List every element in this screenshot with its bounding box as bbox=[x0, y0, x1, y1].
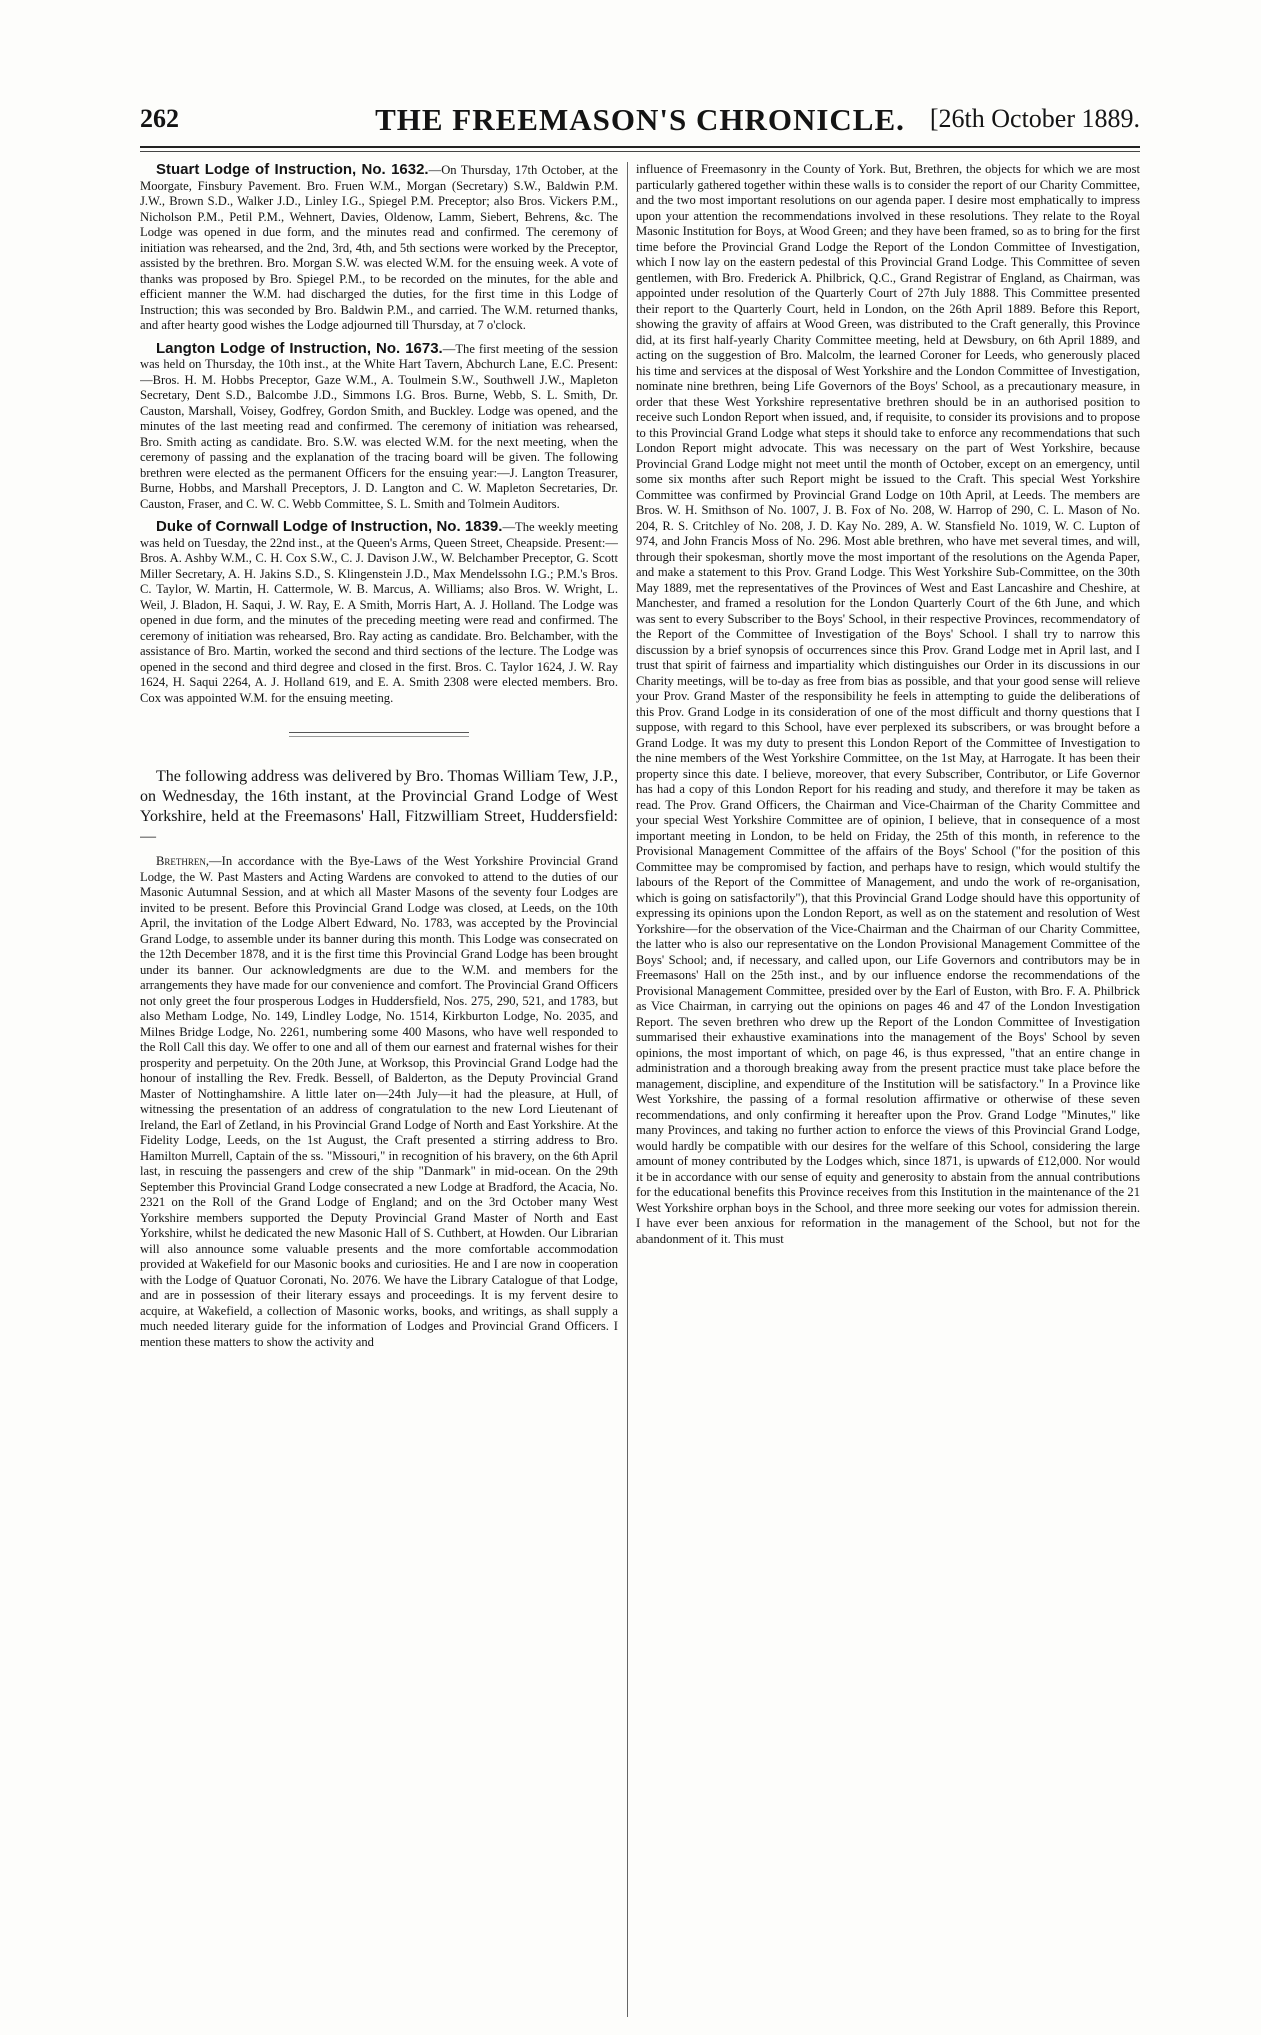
article-body: —On Thursday, 17th October, at the Moorgate, Finsbury Pavement. Bro. Fruen W.M., Morgan (Secretary) S.W., Baldwin P.M. J.W., Brown S.D., Walker J.D., Linley I.G., Spiegel P.M. Preceptor; also Bros. Vickers P.M., Nicholson P.M., Petil P.M., Wehnert, Davies, Oldenow, Lamm, Siebert, Behrens, &c. The Lodge was opened in due form, and the minutes read and confirmed. The ceremony of initiation was rehearsed, and the 2nd, 3rd, 4th, and 5th sections were worked by the Preceptor, assisted by the brethren. Bro. Morgan S.W. was elected W.M. for the ensuing week. A vote of thanks was proposed by Bro. Spiegel P.M., to be recorded on the minutes, for the able and efficient manner the W.M. had discharged the duties, for the first time in this Lodge of Instruction; this was seconded by Bro. Baldwin P.M., and carried. The W.M. returned thanks, and after hearty good wishes the Lodge adjourned till Thursday, at 7 o'clock. bbox=[140, 163, 618, 332]
page-header bbox=[140, 100, 1140, 150]
issue-date: [26th October 1889. bbox=[929, 104, 1140, 133]
right-column bbox=[636, 162, 1140, 2022]
article-langton-lodge bbox=[140, 341, 618, 513]
left-column bbox=[140, 162, 618, 2022]
section-separator bbox=[289, 732, 469, 737]
address-salutation: Brethren, bbox=[156, 854, 210, 868]
header-rule-thin bbox=[140, 151, 1140, 152]
column-divider bbox=[627, 162, 628, 2017]
address-continued: influence of Freemasonry in the County of York. But, Brethren, the objects for which we are most particularly gathered together within these walls is to consider the report of our Charity Committee, and the two most important resolutions on our agenda paper. I desire most emphatically to impress upon your attention the recommendations involved in these resolutions. They relate to the Royal Masonic Institution for Boys, at Wood Green; and they have been framed, so as to bring for the first time before the Provincial Grand Lodge the Report of the London Committee of Investigation, which I now lay on the eastern pedestal of this Provincial Grand Lodge. This Committee of seven gentlemen, with Bro. Frederick A. Philbrick, Q.C., Grand Registrar of England, as Chairman, was appointed under resolution of the Quarterly Court of 27th July 1888. This Committee presented their report to the Quarterly Court, held in London, on the 26th April 1889. Before this Report, showing the gravity of affairs at Wood Green, was distributed to the Craft generally, this Province did, at its first half-yearly Charity Committee meeting, held at Dewsbury, on 6th April 1889, and acting on the suggestion of Bro. Malcolm, the learned Coroner for Leeds, who generously placed his time and services at the disposal of West Yorkshire and the London Committee of Investigation, nominate nine brethren, being Life Governors of the Boys' School, as a precautionary measure, in order that these West Yorkshire representative brethren should be in an authorised position to receive such London Report when issued, and, if requisite, to consider its provisions and to propose to this Provincial Grand Lodge what steps it should take to enforce any recommendations that such London Report might advocate. This was necessary on the part of West Yorkshire, because Provincial Grand Lodge might not meet until the month of October, except on an emergency, until some six months after such Report might be issued to the Craft. This special West Yorkshire Committee was confirmed by Provincial Grand Lodge on 10th April, at Leeds. The members are Bros. W. H. Smithson of No. 1007, J. B. Fox of No. 208, W. Harrop of 290, C. L. Mason of No. 204, R. S. Critchley of No. 208, J. D. Kay No. 289, A. W. Stansfield No. 1019, W. C. Lupton of 974, and John Francis Moss of No. 296. Most able brethren, who have met several times, and will, through their spokesman, shortly move the most important of the resolutions on the Agenda Paper, and make a statement to this Prov. Grand Lodge. This West Yorkshire Sub-Committee, on the 30th May 1889, met the representatives of the Provinces of West and East Lancashire and Cheshire, at Manchester, and framed a resolution for the London Quarterly Court of the 6th June, and which was sent to every Subscriber to the Boys' School, in their respective Provinces, recommendatory of the Report of the Committee of Investigation of the Boys' School. I shall try to narrow this discussion by a brief synopsis of occurrences since this Prov. Grand Lodge met in April last, and I trust that spirit of fairness and impartiality which distinguishes our Order in its discussions in our Charity meetings, will be to-day as free from bias as possible, and that your good sense will relieve your Prov. Grand Master of the responsibility he feels in attempting to guide the deliberations of this Prov. Grand Lodge in its consideration of one of the most difficult and thorny questions that I suppose, with regard to this School, have ever perplexed its subscribers, or was brought before a Grand Lodge. It was my duty to present this London Report of the Committee of Investigation to the nine members of the West Yorkshire Committee, on the 1st May, at Harrogate. It has been their property since this date. I believe, moreover, that every Subscriber, Contributor, or Life Governor has had a copy of this London Report for his reading and study, and therefore it may be taken as read. The Prov. Grand Officers, the Chairman and Vice-Chairman of the Charity Committee and your special West Yorkshire Committee are of opinion, I believe, that in consequence of a most important meeting in London, to be held on Friday, the 25th of this month, in reference to the Provisional Management Committee of the affairs of the Boys' School ("for the position of this Committee may be compromised by faction, and perhaps have to resign, which would stultify the labours of the Report of the Committee of Management, and undo the work of re-organisation, which is going on satisfactorily"), that this Provincial Grand Lodge should have this opportunity of expressing its opinions upon the London Report, as well as on the statement and resolution of West Yorkshire—for the observation of the Vice-Chairman and the Chairman of our Charity Committee, the latter who is also our representative on the London Provisional Management Committee of the Boys' School; and, if necessary, and called upon, our Life Governors and contributors may be in Freemasons' Hall on the 25th inst., and by our influence endorse the recommendations of the Provisional Management Committee, presided over by the Earl of Euston, with Bro. F. A. Philbrick as Vice Chairman, in carrying out the opinions on pages 46 and 47 of the London Investigation Report. The seven brethren who drew up the Report of the London Committee of Investigation summarised their exhaustive examinations into the management of the Boys' School by seven opinions, the most important of which, on page 46, is thus expressed, "that an entire change in administration and a thorough breaking away from the present practice must take place before the management, discipline, and expenditure of the Institution will be satisfactory." In a Province like West Yorkshire, the passing of a formal resolution affirmative or otherwise of these seven recommendations, and only confirming it hereafter upon the Prov. Grand Lodge "Minutes," like many Provinces, and taking no further action to enforce the views of this Provincial Grand Lodge, would hardly be compatible with our desires for the welfare of this School, considering the large amount of money contributed by the Lodges which, since 1871, is upwards of £12,000. Nor would it be in accordance with our sense of equity and generosity to abstain from the annual contributions for the educational benefits this Province receives from this Institution in the maintenance of the 21 West Yorkshire orphan boys in the School, and three more seeking our votes for admission therein. I have ever been anxious for reformation in the management of the School, but not for the abandonment of it. This must bbox=[636, 162, 1140, 1246]
address-body: —In accordance with the Bye-Laws of the West Yorkshire Provincial Grand Lodge, the W. Past Masters and Acting Wardens are convoked to attend to the duties of our Masonic Autumnal Session, and at which all Master Masons of the seventy four Lodges are invited to be present. Before this Provincial Grand Lodge was closed, at Leeds, on the 10th April, the invitation of the Lodge Albert Edward, No. 1783, was accepted by the Provincial Grand Lodge, to assemble under its banner during this month. This Lodge was consecrated on the 12th December 1878, and it is the first time this Provincial Grand Lodge has been brought under its banner. Our acknowledgments are due to the W.M. and members for the arrangements they have made for our convenience and comfort. The Provincial Grand Officers not only greet the four prosperous Lodges in Huddersfield, Nos. 275, 290, 521, and 1783, but also Metham Lodge, No. 149, Lindley Lodge, No. 1514, Kirkburton Lodge, No. 2035, and Milnes Bridge Lodge, No. 2261, numbering some 400 Masons, who have well responded to the Roll Call this day. We offer to one and all of them our earnest and fraternal wishes for their prosperity and perpetuity. On the 20th June, at Worksop, this Provincial Grand Lodge had the honour of installing the Rev. Fredk. Bessell, of Balderton, as the Deputy Provincial Grand Master of Nottinghamshire. A little later on—24th July—it had the pleasure, at Hull, of witnessing the presentation of an address of congratulation to the new Lord Lieutenant of Ireland, the Earl of Zetland, in his Provincial Grand Lodge of North and East Yorkshire. At the Fidelity Lodge, Leeds, on the 1st August, the Craft presented a stirring address to Bro. Hamilton Murrell, Captain of the ss. "Missouri," in recognition of his bravery, on the 6th April last, in rescuing the passengers and crew of the ship "Danmark" in mid-ocean. On the 29th September this Provincial Grand Lodge consecrated a new Lodge at Bradford, the Acacia, No. 2321 on the Roll of the Grand Lodge of England; and on the 3rd October many West Yorkshire members supported the Deputy Provincial Grand Master of North and East Yorkshire, whilst he dedicated the new Masonic Hall of S. Cuthbert, at Howden. Our Librarian will also announce some valuable presents and the more comfortable accommodation provided at Wakefield for our Masonic books and curiosities. He and I are now in cooperation with the Lodge of Quatuor Coronati, No. 2076. We have the Library Catalogue of that Lodge, and are in possession of their literary essays and proceedings. It is my fervent desire to acquire, at Wakefield, a collection of Masonic works, books, and writings, as shall supply a much needed literary guide for the information of Lodges and Provincial Grand Officers. I mention these matters to show the activity and bbox=[140, 854, 618, 1349]
article-heading: Langton Lodge of Instruction, No. 1673. bbox=[156, 339, 443, 357]
header-rule bbox=[140, 146, 1140, 148]
page-number: 262 bbox=[140, 104, 179, 133]
address-intro: The following address was delivered by Bro. Thomas William Tew, J.P., on Wednesday, the 16th instant, at the Provincial Grand Lodge of West Yorkshire, held at the Freemasons' Hall, Fitzwilliam Street, Huddersfield:— bbox=[140, 768, 618, 845]
article-cornwall-lodge bbox=[140, 519, 618, 706]
article-heading: Duke of Cornwall Lodge of Instruction, No. 1839. bbox=[156, 518, 503, 535]
article-body: —The first meeting of the session was held on Thursday, the 10th inst., at the White Hart Tavern, Abchurch Lane, E.C. Present:—Bros. H. M. Hobbs Preceptor, Gaze W.M., A. Toulmein S.W., Southwell J.W., Mapleton Secretary, Dent S.D., Balcombe J.D., Simmons I.G. Bros. Burne, Webb, S. L. Smith, Dr. Causton, Marshall, Voisey, Godfrey, Gordon Smith, and Buckley. Lodge was opened, and the minutes of the last meeting read and confirmed. The ceremony of initiation was rehearsed, Bro. Smith acting as candidate. Bro. S.W. was elected W.M. for the next meeting, when the ceremony of passing and the explanation of the tracing board will be given. The following brethren were elected as the permanent Officers for the ensuing year:—J. Langton Treasurer, Burne, Hobbs, and Marshall Preceptors, J. D. Langton and C. W. Mapleton Secretaries, Dr. Causton, Fraser, and C. W. C. Webb Committee, S. L. Smith and Tolmein Auditors. bbox=[140, 341, 618, 511]
article-body: —The weekly meeting was held on Tuesday, the 22nd inst., at the Queen's Arms, Queen Street, Cheapside. Present:—Bros. A. Ashby W.M., C. H. Cox S.W., C. J. Davison J.W., W. Belchamber Preceptor, G. Scott Miller Secretary, A. H. Jakins S.D., S. Klingenstein J.D., Max Mendelssohn I.G.; P.M.'s Bros. C. Taylor, W. Martin, H. Cattermole, W. B. Marcus, A. Williams; also Bros. W. Wright, L. Weil, J. Bladon, H. Saqui, J. W. Ray, E. A Smith, Morris Hart, A. J. Holland. The Lodge was opened in due form, and the minutes of the preceding meeting were read and confirmed. The ceremony of initiation was rehearsed, Bro. Ray acting as candidate. Bro. Belchamber, with the assistance of Bro. Martin, worked the second and third sections of the lecture. The Lodge was opened in the second and third degree and closed in the first. Bros. C. Taylor 1624, J. W. Ray 1624, H. Saqui 2264, A. J. Holland 619, and E. A. Smith 2308 were elected members. Bro. Cox was appointed W.M. for the ensuing meeting. bbox=[140, 520, 618, 705]
address-text bbox=[140, 854, 618, 1350]
article-stuart-lodge bbox=[140, 162, 618, 334]
masthead-title: THE FREEMASON'S CHRONICLE. bbox=[375, 102, 905, 137]
article-heading: Stuart Lodge of Instruction, No. 1632. bbox=[156, 162, 429, 178]
